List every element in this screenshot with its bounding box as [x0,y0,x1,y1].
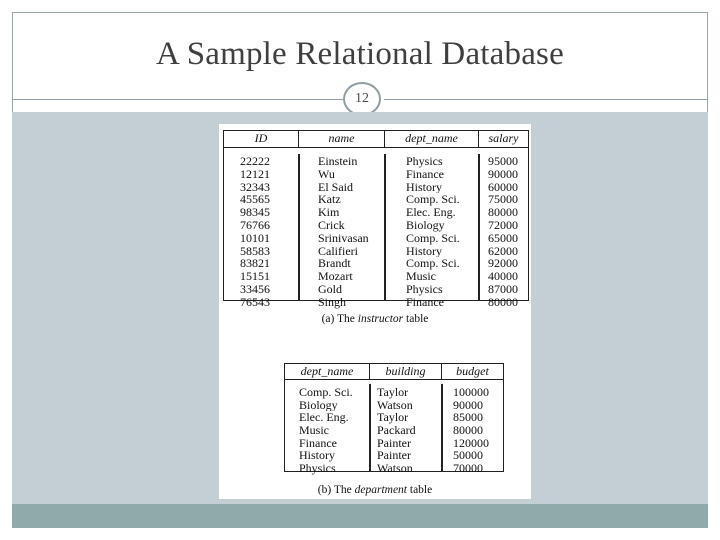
table-cell: Comp. Sci. [406,257,460,271]
table-cell: Wu [318,167,335,181]
table-row [285,449,503,462]
header-name: name [298,131,384,147]
instructor-table-header [224,131,528,148]
table-cell: 33456 [240,282,270,296]
department-table-header [285,364,503,380]
table-cell: Finance [299,436,337,450]
table-cell: Watson [377,462,413,475]
table-cell: 60000 [488,180,518,194]
table-cell: 58583 [240,244,270,258]
table-cell: Elec. Eng. [406,206,456,219]
table-cell: Painter [377,449,411,463]
table-cell: 70000 [453,462,483,475]
table-cell: 95000 [488,155,518,168]
table-cell: Physics [406,155,443,168]
header-budget: budget [441,364,503,379]
table-cell: Gold [318,282,342,296]
header-salary: salary [478,131,528,147]
table-cell: 92000 [488,257,518,271]
table-row [224,155,528,168]
table-row [224,206,528,219]
table-cell: 40000 [488,270,518,283]
table-row [224,296,528,309]
table-cell: 80000 [488,295,518,309]
table-cell: 62000 [488,244,518,258]
header-building: building [369,364,441,379]
table-cell: History [406,244,442,258]
table-cell: Comp. Sci. [406,231,460,245]
table-row [224,181,528,194]
table-cell: Elec. Eng. [299,411,349,425]
department-table [284,363,504,475]
table-cell: 90000 [488,167,518,181]
table-cell: Kim [318,206,340,219]
table-cell: Music [406,270,436,283]
table-cell: Einstein [318,155,358,168]
table-cell: 90000 [453,398,483,412]
header-dept-name: dept_name [300,364,354,378]
table-row [224,245,528,258]
table-row [224,283,528,296]
table-cell: Painter [377,436,411,450]
table-cell: Crick [318,218,345,232]
table-cell: Comp. Sci. [299,386,353,399]
table-cell: 32343 [240,180,270,194]
table-cell: Taylor [377,386,409,399]
table-row [224,257,528,270]
table-cell: Biology [299,398,338,412]
table-row [285,386,503,399]
instructor-table-body [224,155,528,309]
table-row [285,399,503,412]
table-cell: 80000 [488,206,518,219]
table-row [285,424,503,437]
title-rule-left [12,99,343,100]
table-cell: 120000 [453,436,489,450]
table-row [285,411,503,424]
header-dept-name: dept_name [384,131,478,147]
table-cell: Physics [406,282,443,296]
title-rule-right [384,99,708,100]
table-cell: 100000 [453,386,489,399]
table-cell: 76543 [240,295,270,309]
table-cell: Brandt [318,257,351,271]
department-table-caption: (b) The department table [317,484,433,496]
table-cell: 15151 [240,270,270,283]
table-cell: Watson [377,398,413,412]
table-cell: 87000 [488,282,518,296]
table-cell: 65000 [488,231,518,245]
table-cell: Finance [406,295,444,309]
table-cell: 80000 [453,424,483,437]
database-figure [219,124,531,499]
table-cell: Srinivasan [318,231,369,245]
table-cell: 75000 [488,193,518,207]
table-row [224,270,528,283]
table-cell: Comp. Sci. [406,193,460,207]
table-cell: History [299,449,335,463]
slide-title: A Sample Relational Database [156,36,564,72]
table-cell: Califieri [318,244,358,258]
table-cell: El Said [318,180,353,194]
table-cell: 22222 [240,155,270,168]
table-cell: Taylor [377,411,409,425]
table-row [224,193,528,206]
table-cell: Packard [377,424,416,437]
table-cell: Physics [299,462,336,475]
page-number-badge: 12 [343,82,381,116]
instructor-table [223,130,529,309]
table-row [224,232,528,245]
table-cell: 45565 [240,193,270,207]
table-cell: Finance [406,167,444,181]
table-cell: 12121 [240,167,270,181]
table-row [285,462,503,475]
table-row [285,437,503,450]
table-row [224,168,528,181]
table-cell: History [406,180,442,194]
header-id: ID [254,131,268,145]
table-cell: 85000 [453,411,483,425]
instructor-table-caption: (a) The instructor table [321,313,429,325]
table-cell: 98345 [240,206,270,219]
table-cell: 10101 [240,231,270,245]
table-cell: 83821 [240,257,270,271]
footer-band [12,504,708,528]
table-row [224,219,528,232]
table-cell: 50000 [453,449,483,463]
department-table-body [285,386,503,475]
table-cell: Mozart [318,270,353,283]
table-cell: Biology [406,218,445,232]
table-cell: 72000 [488,218,518,232]
table-cell: Music [299,424,329,437]
table-cell: Singh [318,295,347,309]
table-cell: 76766 [240,218,270,232]
table-cell: Katz [318,193,341,207]
